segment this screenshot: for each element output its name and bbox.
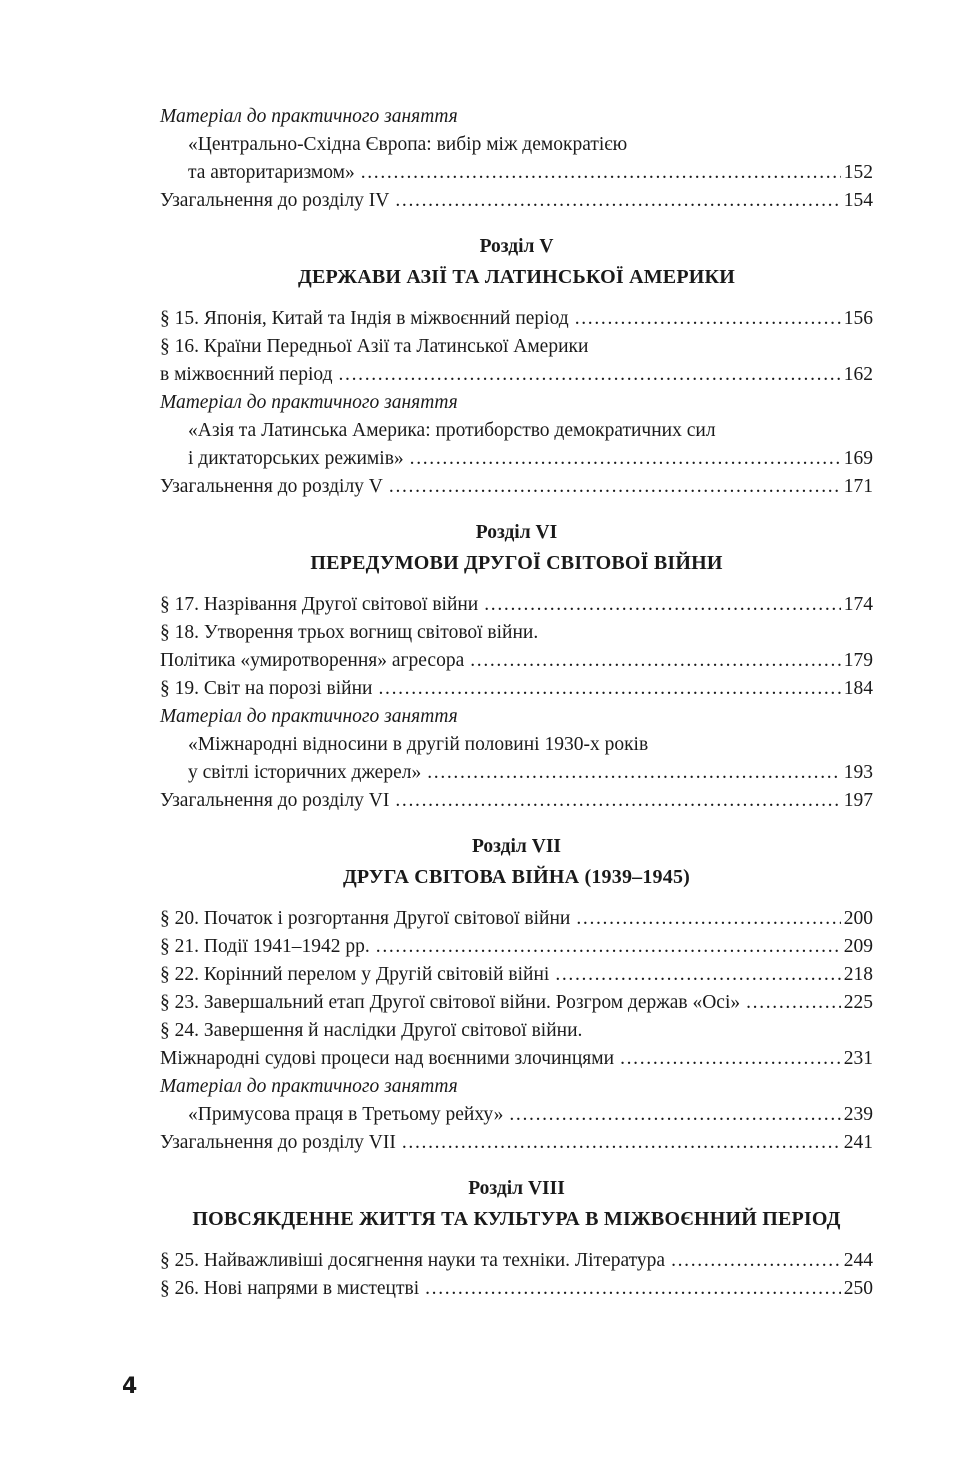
toc-entry-line: «Центрально-Східна Європа: вибір між демократією bbox=[188, 134, 628, 155]
dot-leader bbox=[509, 1101, 840, 1129]
toc-entry bbox=[160, 473, 873, 501]
toc-entry bbox=[160, 591, 873, 619]
dot-leader bbox=[427, 759, 841, 787]
toc-page-number: 197 bbox=[843, 790, 873, 811]
practical-lesson-label: Матеріал до практичного заняття bbox=[160, 392, 458, 413]
toc-entry-line: § 24. Завершення й наслідки Другої світової війни. bbox=[160, 1020, 583, 1041]
toc-page-number: 184 bbox=[843, 678, 873, 699]
dot-leader bbox=[746, 989, 841, 1017]
practical-lesson-label: Матеріал до практичного заняття bbox=[160, 706, 458, 727]
toc-page-number: 241 bbox=[843, 1132, 873, 1153]
toc-section bbox=[160, 233, 873, 501]
practical-lesson-label: Матеріал до практичного заняття bbox=[160, 106, 458, 127]
dot-leader bbox=[671, 1247, 841, 1275]
section-title: ПЕРЕДУМОВИ ДРУГОЇ СВІТОВОЇ ВІЙНИ bbox=[310, 552, 723, 574]
toc-entry bbox=[160, 905, 873, 933]
toc-entry-title: Міжнародні судові процеси над воєнними злочинцями bbox=[160, 1048, 615, 1069]
toc-entry bbox=[160, 1129, 873, 1157]
toc-page-number: 152 bbox=[843, 162, 873, 183]
toc-entry bbox=[160, 445, 873, 473]
dot-leader bbox=[620, 1045, 841, 1073]
toc-entry-title: § 19. Світ на порозі війни bbox=[160, 678, 373, 699]
toc-entry bbox=[160, 1101, 873, 1129]
toc-entry-line: § 18. Утворення трьох вогнищ світової війни. bbox=[160, 622, 539, 643]
toc-page-number: 156 bbox=[843, 308, 873, 329]
toc-entry-line: «Азія та Латинська Америка: протиборство демократичних сил bbox=[188, 420, 716, 441]
toc-entry-title: Політика «умиротворення» агресора bbox=[160, 650, 465, 671]
toc-entry-title: Узагальнення до розділу V bbox=[160, 476, 383, 497]
toc-page-number: 218 bbox=[843, 964, 873, 985]
toc-entry bbox=[160, 361, 873, 389]
toc-section bbox=[160, 519, 873, 815]
dot-leader bbox=[410, 445, 841, 473]
toc-section bbox=[160, 833, 873, 1157]
toc-entry-line: § 16. Країни Передньої Азії та Латинської Америки bbox=[160, 336, 589, 357]
toc-page-number: 250 bbox=[843, 1278, 873, 1299]
toc-entry bbox=[160, 305, 873, 333]
toc-page-number: 162 bbox=[843, 364, 873, 385]
dot-leader bbox=[389, 473, 841, 501]
toc-page-number: 169 bbox=[843, 448, 873, 469]
toc-entry bbox=[160, 787, 873, 815]
toc-page-number: 200 bbox=[843, 908, 873, 929]
toc-entry-title: в міжвоєнний період bbox=[160, 364, 333, 385]
dot-leader bbox=[361, 159, 841, 187]
toc-entry bbox=[160, 1045, 873, 1073]
dot-leader bbox=[376, 933, 841, 961]
toc-entry bbox=[160, 675, 873, 703]
toc-entry-title: § 26. Нові напрями в мистецтві bbox=[160, 1278, 420, 1299]
toc-page-number: 231 bbox=[843, 1048, 873, 1069]
practical-lesson-label: Матеріал до практичного заняття bbox=[160, 1076, 458, 1097]
toc-entry-title: Узагальнення до розділу VI bbox=[160, 790, 390, 811]
toc-page-number: 209 bbox=[843, 936, 873, 957]
toc-entry bbox=[160, 187, 873, 215]
toc-entry-title: § 17. Назрівання Другої світової війни bbox=[160, 594, 479, 615]
toc-entry-title: у світлі історичних джерел» bbox=[188, 762, 422, 783]
section-title: ДРУГА СВІТОВА ВІЙНА (1939–1945) bbox=[342, 866, 691, 888]
toc-entry-title: та авторитаризмом» bbox=[188, 162, 355, 183]
dot-leader bbox=[555, 961, 840, 989]
toc-entry-title: § 23. Завершальний етап Другої світової війни. Розгром держав «Осі» bbox=[160, 992, 741, 1013]
toc-entry bbox=[160, 159, 873, 187]
toc-page-number: 225 bbox=[843, 992, 873, 1013]
dot-leader bbox=[576, 905, 840, 933]
dot-leader bbox=[484, 591, 841, 619]
dot-leader bbox=[339, 361, 841, 389]
toc-entry-title: § 20. Початок і розгортання Другої світової війни bbox=[160, 908, 571, 929]
toc-entry-line: «Міжнародні відносини в другій половині 1930-х років bbox=[188, 734, 649, 755]
toc-entry-title: § 21. Події 1941–1942 рр. bbox=[160, 936, 370, 957]
dot-leader bbox=[470, 647, 841, 675]
toc-page-number: 179 bbox=[843, 650, 873, 671]
dot-leader bbox=[402, 1129, 841, 1157]
toc-entry-title: § 25. Найважливіші досягнення науки та техніки. Література bbox=[160, 1250, 666, 1271]
toc-entry-title: «Примусова праця в Третьому рейху» bbox=[188, 1104, 504, 1125]
toc-section bbox=[160, 1175, 873, 1303]
toc-entry bbox=[160, 961, 873, 989]
toc-page-number: 193 bbox=[843, 762, 873, 783]
section-number: Розділ VII bbox=[471, 836, 562, 857]
section-number: Розділ V bbox=[479, 236, 554, 257]
toc-page-number: 174 bbox=[843, 594, 873, 615]
toc-entry-title: Узагальнення до розділу IV bbox=[160, 190, 390, 211]
toc-page-number: 171 bbox=[843, 476, 873, 497]
toc-entry-title: § 22. Корінний перелом у Другій світовій війні bbox=[160, 964, 550, 985]
section-number: Розділ VI bbox=[475, 522, 558, 543]
section-number: Розділ VIII bbox=[468, 1178, 565, 1199]
dot-leader bbox=[425, 1275, 841, 1303]
toc-page-number: 154 bbox=[843, 190, 873, 211]
toc-entry-title: § 15. Японія, Китай та Індія в міжвоєнний період bbox=[160, 308, 569, 329]
table-of-contents bbox=[160, 103, 873, 1303]
toc-entry bbox=[160, 759, 873, 787]
toc-entry bbox=[160, 1275, 873, 1303]
dot-leader bbox=[378, 675, 840, 703]
toc-entry-title: і диктаторських режимів» bbox=[188, 448, 404, 469]
toc-entry bbox=[160, 933, 873, 961]
toc-entry bbox=[160, 647, 873, 675]
toc-entry-title: Узагальнення до розділу VII bbox=[160, 1132, 396, 1153]
toc-sections bbox=[160, 233, 873, 1303]
dot-leader bbox=[575, 305, 841, 333]
page-number: 4 bbox=[122, 1374, 138, 1399]
toc-page-number: 244 bbox=[843, 1250, 873, 1271]
toc-entry bbox=[160, 989, 873, 1017]
section-title: ДЕРЖАВИ АЗІЇ ТА ЛАТИНСЬКОЇ АМЕРИКИ bbox=[298, 266, 735, 288]
section-title: ПОВСЯКДЕННЕ ЖИТТЯ ТА КУЛЬТУРА В МІЖВОЄННИЙ ПЕРІОД bbox=[192, 1208, 841, 1230]
toc-entry bbox=[160, 1247, 873, 1275]
toc-pre-entries bbox=[160, 103, 873, 215]
toc-page-number: 239 bbox=[843, 1104, 873, 1125]
dot-leader bbox=[395, 787, 840, 815]
dot-leader bbox=[395, 187, 840, 215]
